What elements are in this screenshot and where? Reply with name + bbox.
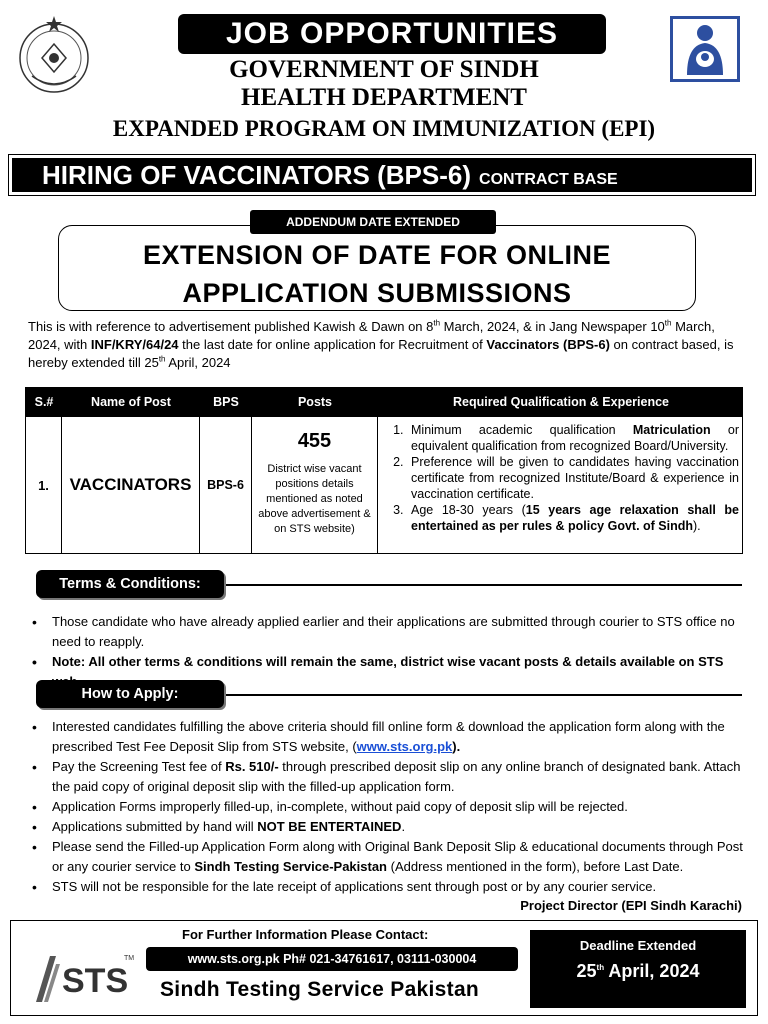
header-qualification: Required Qualification & Experience	[452, 395, 670, 409]
sts-name: Sindh Testing Service Pakistan	[160, 978, 480, 1001]
qualification-item: 3. Age 18-30 years (15 years age relaxation shall be entertained as per rules & policy Govt. of Sindh).	[407, 502, 739, 534]
job-opportunities-banner: JOB OPPORTUNITIES	[178, 14, 606, 54]
terms-item: • Note: All other terms & conditions will remain the same, district wise vacant posts & details available on STS	[30, 652, 746, 692]
contact-bar: www.sts.org.pk Ph# 021-34761617, 03111-030004	[146, 947, 518, 971]
apply-item: • Please send the Filled-up Application Form along with Original Bank Deposit Slip & educational documents through Post or any courier service to Sindh Testing Service-Pakistan (Address mentioned in the form), before Last Date.	[30, 837, 746, 877]
vacancy-table	[25, 387, 743, 554]
qualification-item: 2. Preference will be given to candidates having vaccination certificate from recognized Institute/Board & experience in vaccination certificate.	[407, 454, 739, 502]
hiring-banner	[8, 154, 756, 196]
program-title: EXPANDED PROGRAM ON IMMUNIZATION (EPI)	[112, 116, 656, 141]
hiring-title: HIRING OF VACCINATORS (BPS-6)	[42, 160, 472, 190]
header-post-name: Name of Post	[91, 395, 171, 409]
apply-item: • Application Forms improperly filled-up, in-complete, without paid copy of deposit slip will be rejected.	[30, 797, 746, 817]
posts-note: District wise vacant positions details mentioned as noted above advertisement & on STS website)	[258, 463, 371, 535]
extension-notice-box	[58, 225, 696, 311]
header-sno: S.#	[34, 395, 54, 409]
row-posts	[252, 417, 377, 553]
posts-count: 455	[297, 430, 332, 452]
department-title: HEALTH DEPARTMENT	[241, 84, 527, 111]
deadline-box	[530, 930, 746, 1008]
signature: Project Director (EPI Sindh Karachi)	[520, 898, 742, 913]
table-header	[26, 388, 742, 417]
terms-item: • Those candidate who have already applied earlier and their applications are submitted through courier to STS office no need to reapply.	[30, 612, 746, 652]
extension-heading-line1: EXTENSION OF DATE FOR ONLINE	[142, 240, 612, 270]
deadline-label: Deadline Extended	[579, 938, 697, 953]
header-bps: BPS	[213, 395, 239, 409]
apply-list	[30, 717, 746, 897]
sts-website-link[interactable]: www.sts.org.pk	[356, 739, 453, 754]
row-post-name: VACCINATORS	[69, 475, 192, 494]
svg-text:TM: TM	[124, 955, 135, 962]
qualification-list	[381, 422, 739, 534]
apply-heading: How to Apply:	[36, 680, 224, 708]
apply-item: • Pay the Screening Test fee of Rs. 510/- through prescribed deposit slip on any online branch of designated bank. Attach the paid copy of original deposit slip with the filled-up application form.	[30, 757, 746, 797]
svg-text:STS: STS	[62, 962, 129, 1000]
intro-paragraph: This is with reference to advertisement published Kawish & Dawn on 8th March, 2024, & in Jang Newspaper 10th March, 2024, with INF/KRY/64/24 the last date for online application for Recruitment of Vaccinators (BPS-6) on contract based, is hereby extended till 25th April, 2024	[28, 318, 734, 370]
apply-item: • Interested candidates fulfilling the above criteria should fill online form & download the application form along with the prescribed Test Fee Deposit Slip from STS website, (www.sts.org.pk).	[30, 717, 746, 757]
terms-heading: Terms & Conditions:	[36, 570, 224, 598]
apply-item: • Applications submitted by hand will NOT BE ENTERTAINED.	[30, 817, 746, 837]
hiring-basis: CONTRACT BASE	[479, 171, 618, 188]
qualification-item: 1. Minimum academic qualification Matriculation or equivalent qualification from recognized Board/University.	[407, 422, 739, 454]
government-title: GOVERNMENT OF SINDH	[229, 56, 539, 83]
row-sno: 1.	[38, 477, 49, 493]
addendum-tag: ADDENDUM DATE EXTENDED	[250, 210, 496, 234]
apply-item: • STS will not be responsible for the late receipt of applications sent through post or by any courier service.	[30, 877, 746, 897]
contact-title: For Further Information Please Contact:	[182, 927, 429, 942]
sts-logo	[30, 948, 140, 1006]
deadline-date: 25th April, 2024	[576, 961, 700, 981]
header-posts: Posts	[297, 395, 333, 409]
row-bps: BPS-6	[207, 478, 244, 492]
extension-heading-line2: APPLICATION SUBMISSIONS	[182, 278, 572, 308]
